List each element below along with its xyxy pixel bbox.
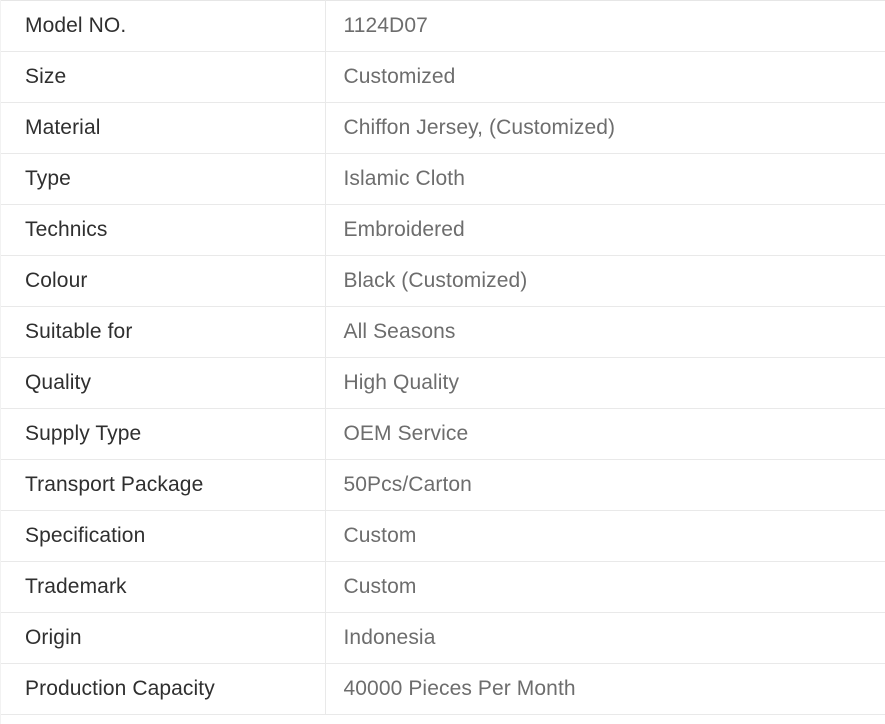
page-left-edge-rule [0, 0, 1, 724]
spec-label: Colour [1, 256, 325, 307]
spec-label: Material [1, 103, 325, 154]
spec-label: Transport Package [1, 460, 325, 511]
table-row [1, 613, 885, 664]
table-row [1, 154, 885, 205]
spec-value: OEM Service [325, 409, 885, 460]
spec-label: Model NO. [1, 1, 325, 52]
table-row [1, 358, 885, 409]
spec-value: 40000 Pieces Per Month [325, 664, 885, 715]
table-row [1, 307, 885, 358]
spec-label: Specification [1, 511, 325, 562]
table-row [1, 103, 885, 154]
spec-value: Custom [325, 511, 885, 562]
spec-label: Technics [1, 205, 325, 256]
spec-value: High Quality [325, 358, 885, 409]
spec-value: 50Pcs/Carton [325, 460, 885, 511]
spec-value: Customized [325, 52, 885, 103]
spec-label: Production Capacity [1, 664, 325, 715]
table-row [1, 1, 885, 52]
table-row [1, 664, 885, 715]
spec-value: Islamic Cloth [325, 154, 885, 205]
table-row [1, 52, 885, 103]
table-row [1, 562, 885, 613]
spec-value: Indonesia [325, 613, 885, 664]
product-specification-table [1, 0, 885, 715]
spec-value: Embroidered [325, 205, 885, 256]
table-row [1, 511, 885, 562]
table-row [1, 205, 885, 256]
spec-label: Size [1, 52, 325, 103]
spec-label: Supply Type [1, 409, 325, 460]
spec-label: Type [1, 154, 325, 205]
spec-value: Black (Customized) [325, 256, 885, 307]
spec-value: 1124D07 [325, 1, 885, 52]
spec-value: All Seasons [325, 307, 885, 358]
table-row [1, 256, 885, 307]
spec-label: Suitable for [1, 307, 325, 358]
specification-table-body [1, 1, 885, 715]
spec-value: Chiffon Jersey, (Customized) [325, 103, 885, 154]
spec-value: Custom [325, 562, 885, 613]
table-row [1, 409, 885, 460]
spec-label: Quality [1, 358, 325, 409]
spec-label: Origin [1, 613, 325, 664]
table-row [1, 460, 885, 511]
spec-label: Trademark [1, 562, 325, 613]
